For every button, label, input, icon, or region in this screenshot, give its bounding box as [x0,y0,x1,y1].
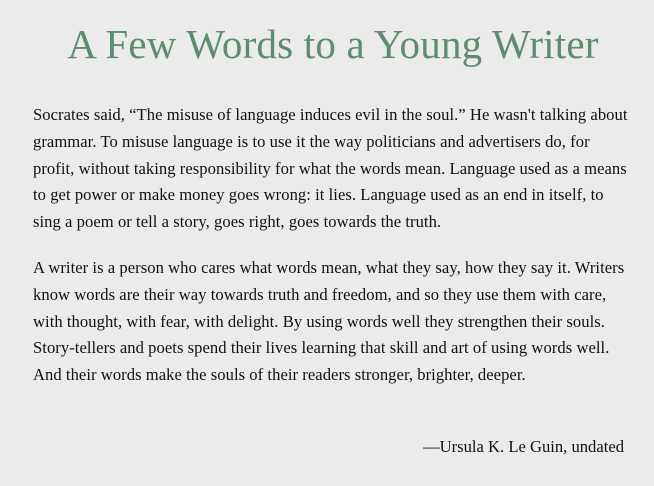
author-attribution: —Ursula K. Le Guin, undated [423,437,624,456]
paragraph-writer: A writer is a person who cares what words mean, what they say, how they say it. Writers know words are their way towards truth and freedom, and so they use them with care, with thought, with fear, with delight. By using words well they strengthen their souls. Story-tellers and poets spend their lives learning that skill and art of using words well. And their words make the souls of their readers stronger, brighter, deeper. [33,257,625,385]
article-body [33,102,633,389]
paragraph-socrates: Socrates said, “The misuse of language induces evil in the soul.” He wasn't talking about grammar. To misuse language is to use it the way politicians and advertisers do, for profit, without taking responsibility for what the words mean. Language used as a means to get power or make money goes wrong: it lies. Language used as an end in itself, to sing a poem or tell a story, goes right, goes towards the truth. [33,105,628,232]
page-title: A Few Words to a Young Writer [67,21,599,67]
